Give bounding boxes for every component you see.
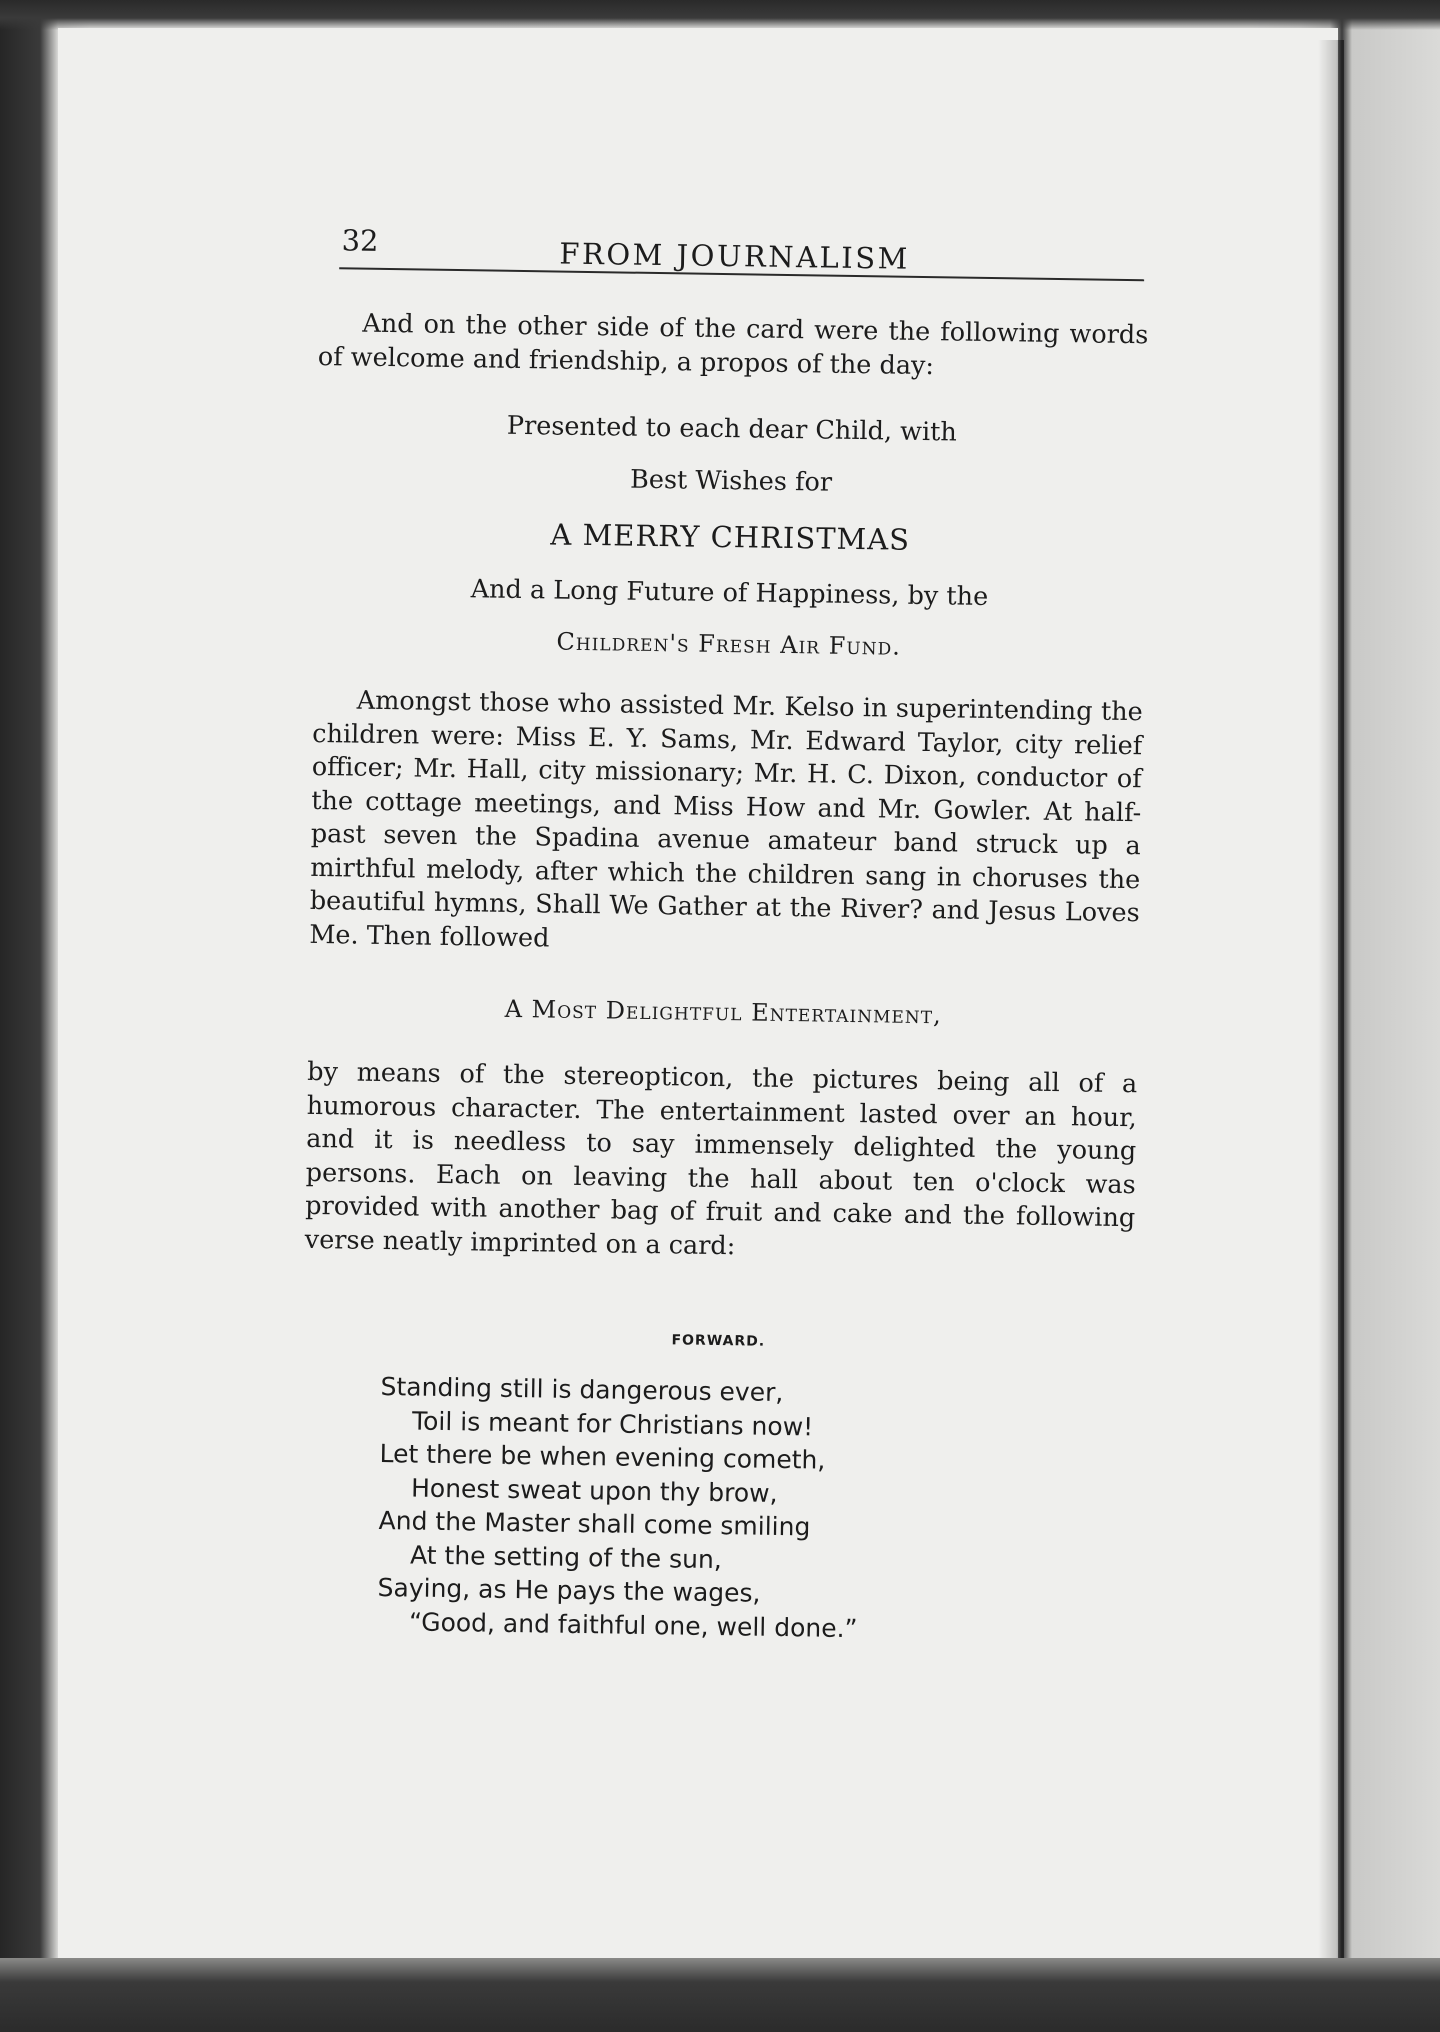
card-line-best-wishes: Best Wishes for — [629, 464, 833, 498]
poem-line: Honest sweat upon thy brow, — [410, 1472, 778, 1508]
running-head: FROM JOURNALISM — [559, 236, 911, 276]
page-header — [319, 215, 1150, 287]
page-fold-shadow — [1318, 40, 1344, 1960]
entertainment-paragraph: by means of the stereopticon, the pictures being all of a humorous character. The entertainment lasted over an hour, and it is needless to say immensely delighted the young persons. Each on leaving the hall about ten o'clock was provided with another bag of fruit and cake and the following verse neatly imprinted on a card: — [304, 1056, 1138, 1261]
poem-line: And the Master shall come smiling — [378, 1506, 811, 1542]
poem-line: Let there be when evening cometh, — [379, 1439, 826, 1475]
entertainment-subheading: A Most Delightful Entertainment, — [504, 994, 942, 1030]
poem-line: Standing still is dangerous ever, — [380, 1372, 784, 1408]
poem-verse — [377, 1370, 1133, 1649]
intro-paragraph: And on the other side of the card were the following words of welcome and friendship, a propos of the day: — [317, 308, 1149, 381]
poem-line: “Good, and faithful one, well done.” — [408, 1606, 858, 1643]
card-line-merry-christmas: A MERRY CHRISTMAS — [550, 517, 911, 557]
poem-line: Toil is meant for Christians now! — [411, 1406, 814, 1441]
assistants-paragraph: Amongst those who assisted Mr. Kelso in superintending the children were: Miss E. Y. Sams, Mr. Edward Taylor, city relief officer; Mr. Hall, city missionary; Mr. H. C. Dixon, conductor of the cottage meetings, and Miss How and Mr. Gowler. At half-past seven the Spadina avenue amateur band struck up a mirthful melody, after which the children sang in choruses the beautiful hymns, Shall We Gather at the River? and Jesus Loves Me. Then followed — [309, 685, 1143, 953]
greeting-card-text — [314, 408, 1148, 664]
card-line-presented: Presented to each dear Child, with — [506, 410, 958, 448]
scanner-bottom-edge — [0, 1958, 1440, 2032]
card-line-long-future: And a Long Future of Happiness, by the — [470, 574, 989, 612]
scanner-top-edge — [0, 0, 1440, 30]
page-content — [299, 215, 1150, 1649]
poem-title: FORWARD. — [671, 1332, 766, 1350]
poem-line: At the setting of the sun, — [409, 1539, 723, 1574]
page-number: 32 — [341, 223, 379, 258]
card-line-fund-name: Children's Fresh Air Fund. — [556, 627, 902, 661]
poem-line: Saying, as He pays the wages, — [377, 1573, 761, 1608]
